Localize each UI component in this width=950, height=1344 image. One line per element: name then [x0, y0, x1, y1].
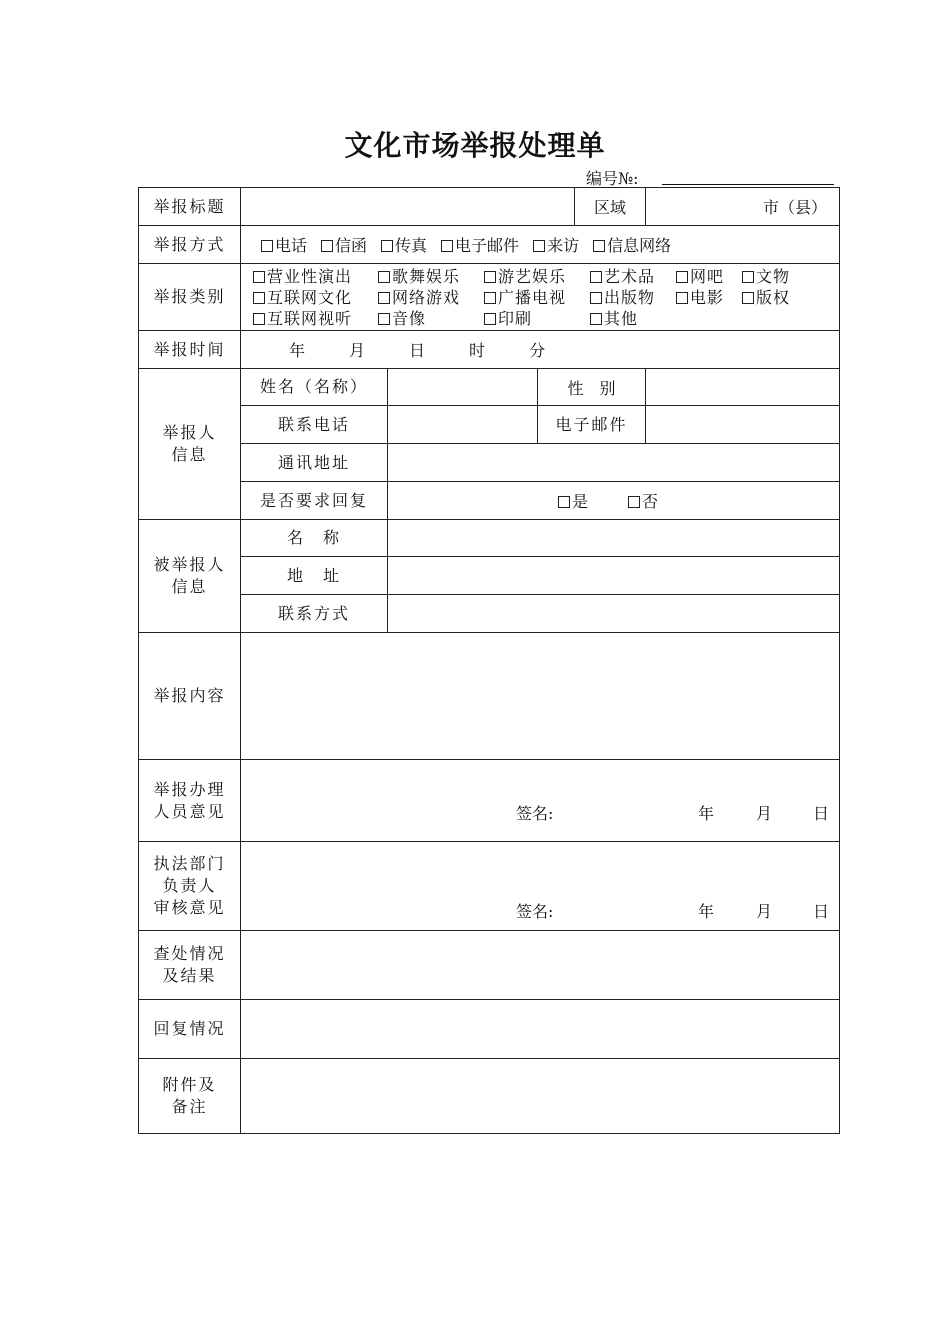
category-option[interactable]: 歌舞娱乐: [378, 266, 484, 287]
checkbox-icon[interactable]: [742, 271, 754, 283]
category-option[interactable]: 游艺娱乐: [484, 266, 590, 287]
time-hour-label: 时: [469, 341, 486, 360]
checkbox-icon[interactable]: [590, 313, 602, 325]
row-reporter-name: [139, 369, 840, 406]
reply-status-field[interactable]: [241, 1000, 840, 1059]
time-month-label: 月: [349, 341, 366, 360]
label-reporter-email: 电子邮件: [538, 406, 646, 444]
handler-month-label: 月: [756, 803, 773, 823]
label-reported-contact: 联系方式: [241, 595, 388, 633]
checkbox-icon[interactable]: [253, 292, 265, 304]
label-report-time: 举报时间: [139, 331, 241, 369]
attachment-field[interactable]: [241, 1059, 840, 1134]
dept-opinion-field[interactable]: [241, 842, 840, 931]
reported-address-field[interactable]: [388, 557, 840, 595]
checkbox-icon[interactable]: [484, 292, 496, 304]
checkbox-icon[interactable]: [253, 313, 265, 325]
report-content-field[interactable]: [241, 633, 840, 760]
category-option[interactable]: 印刷: [484, 308, 590, 329]
reported-name-field[interactable]: [388, 520, 840, 557]
method-option-letter[interactable]: 信函: [321, 233, 367, 256]
reported-contact-field[interactable]: [388, 595, 840, 633]
row-reported-name: [139, 520, 840, 557]
category-option[interactable]: 互联网文化: [253, 287, 378, 308]
checkbox-icon[interactable]: [378, 271, 390, 283]
row-reporter-address: [139, 444, 840, 482]
method-option-fax[interactable]: 传真: [381, 233, 427, 256]
dept-year-label: 年: [698, 901, 715, 921]
row-report-category: [139, 264, 840, 331]
page-title: 文化市场举报处理单: [344, 129, 606, 162]
row-dept-opinion: [139, 842, 840, 931]
method-option-phone[interactable]: 电话: [261, 233, 307, 256]
checkbox-icon[interactable]: [590, 292, 602, 304]
dept-month-label: 月: [756, 901, 773, 921]
label-attachment: 附件及 备注: [139, 1059, 241, 1134]
serial-number-label: 编号№:: [586, 169, 639, 188]
dept-day-label: 日: [813, 901, 830, 921]
category-option[interactable]: 广播电视: [484, 287, 590, 308]
label-dept-opinion: 执法部门 负责人 审核意见: [139, 842, 241, 931]
label-report-title: 举报标题: [139, 188, 241, 226]
result-field[interactable]: [241, 931, 840, 1000]
label-reported-address: 地 址: [241, 557, 388, 595]
checkbox-icon[interactable]: [590, 271, 602, 283]
row-reported-contact: [139, 595, 840, 633]
checkbox-icon[interactable]: [628, 496, 640, 508]
category-option[interactable]: 文物: [742, 266, 802, 287]
category-option[interactable]: 音像: [378, 308, 484, 329]
reporter-gender-field[interactable]: [646, 369, 840, 406]
row-report-method: [139, 226, 840, 264]
label-reply-required: 是否要求回复: [241, 482, 388, 520]
reporter-email-field[interactable]: [646, 406, 840, 444]
handler-day-label: 日: [813, 803, 830, 823]
checkbox-icon[interactable]: [378, 313, 390, 325]
reply-yes-option[interactable]: 是: [558, 489, 588, 512]
row-reply-status: [139, 1000, 840, 1059]
checkbox-icon[interactable]: [676, 271, 688, 283]
category-option[interactable]: 其他: [590, 308, 676, 329]
checkbox-icon[interactable]: [533, 240, 545, 252]
category-option[interactable]: 电影: [676, 287, 742, 308]
category-option[interactable]: 网吧: [676, 266, 742, 287]
time-year-label: 年: [289, 341, 306, 360]
checkbox-icon[interactable]: [378, 292, 390, 304]
checkbox-icon[interactable]: [484, 271, 496, 283]
label-reporter-gender: 性 别: [538, 369, 646, 406]
checkbox-icon[interactable]: [558, 496, 570, 508]
label-report-method: 举报方式: [139, 226, 241, 264]
checkbox-icon[interactable]: [484, 313, 496, 325]
reporter-address-field[interactable]: [388, 444, 840, 482]
label-handler-opinion: 举报办理 人员意见: [139, 760, 241, 842]
handler-opinion-field[interactable]: [241, 760, 840, 842]
label-reporter-phone: 联系电话: [241, 406, 388, 444]
category-options: [241, 264, 840, 331]
method-option-visit[interactable]: 来访: [533, 233, 579, 256]
label-report-content: 举报内容: [139, 633, 241, 760]
category-option[interactable]: 版权: [742, 287, 802, 308]
reporter-name-field[interactable]: [388, 369, 538, 406]
report-title-field[interactable]: [241, 188, 575, 226]
label-result: 查处情况 及结果: [139, 931, 241, 1000]
time-minute-label: 分: [529, 341, 546, 360]
label-reporter-info: 举报人 信息: [139, 369, 241, 520]
row-report-title: [139, 188, 840, 226]
handler-signature-label: 签名:: [516, 803, 554, 823]
checkbox-icon[interactable]: [593, 240, 605, 252]
report-form-table: [138, 187, 840, 1134]
region-field[interactable]: [646, 188, 840, 226]
row-reporter-phone: [139, 406, 840, 444]
label-reply-status: 回复情况: [139, 1000, 241, 1059]
label-report-category: 举报类别: [139, 264, 241, 331]
row-report-content: [139, 633, 840, 760]
row-result: [139, 931, 840, 1000]
category-option[interactable]: 网络游戏: [378, 287, 484, 308]
category-option[interactable]: 出版物: [590, 287, 676, 308]
report-time-field[interactable]: [241, 331, 840, 369]
row-reported-address: [139, 557, 840, 595]
checkbox-icon[interactable]: [441, 240, 453, 252]
method-option-email[interactable]: 电子邮件: [441, 233, 519, 256]
checkbox-icon[interactable]: [742, 292, 754, 304]
reply-no-option[interactable]: 否: [628, 489, 658, 512]
label-reported-info: 被举报人 信息: [139, 520, 241, 633]
checkbox-icon[interactable]: [321, 240, 333, 252]
label-region: 区域: [575, 188, 646, 226]
label-reported-name: 名 称: [241, 520, 388, 557]
serial-number-field[interactable]: [662, 184, 834, 185]
category-option[interactable]: 艺术品: [590, 266, 676, 287]
row-report-time: [139, 331, 840, 369]
checkbox-icon[interactable]: [676, 292, 688, 304]
checkbox-icon[interactable]: [253, 271, 265, 283]
city-county-label: 市（县）: [763, 198, 828, 217]
method-option-network[interactable]: 信息网络: [593, 233, 671, 256]
label-reporter-name: 姓名（名称）: [241, 369, 388, 406]
reply-required-options: [388, 482, 840, 520]
method-options: [241, 226, 840, 264]
handler-year-label: 年: [698, 803, 715, 823]
label-reporter-address: 通讯地址: [241, 444, 388, 482]
checkbox-icon[interactable]: [381, 240, 393, 252]
dept-signature-label: 签名:: [516, 901, 554, 921]
row-attachment: [139, 1059, 840, 1134]
checkbox-icon[interactable]: [261, 240, 273, 252]
time-day-label: 日: [409, 341, 426, 360]
category-option[interactable]: 互联网视听: [253, 308, 378, 329]
row-reply-required: [139, 482, 840, 520]
reporter-phone-field[interactable]: [388, 406, 538, 444]
row-handler-opinion: [139, 760, 840, 842]
category-option[interactable]: 营业性演出: [253, 266, 378, 287]
